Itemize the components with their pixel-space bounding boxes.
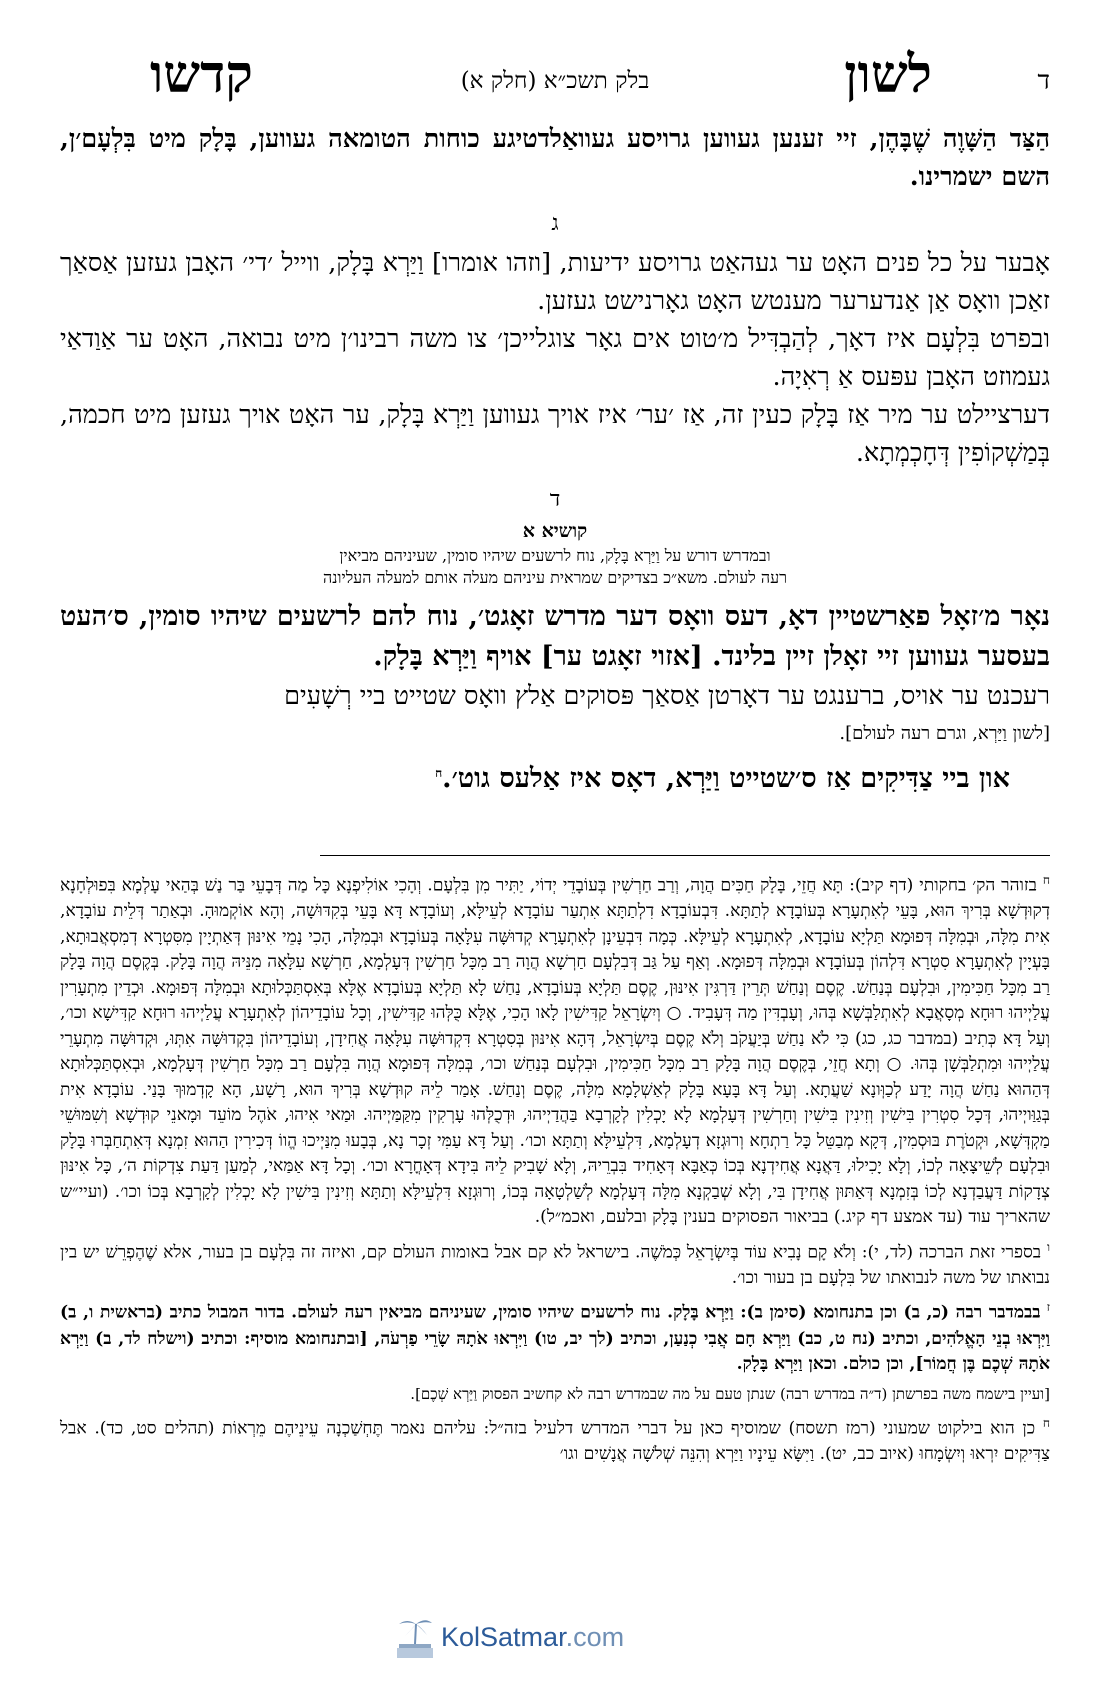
footnote-marker[interactable]: ח — [435, 766, 443, 780]
section-marker: ד — [549, 487, 561, 512]
palm-tree-logo-icon — [395, 1614, 435, 1660]
section-title: קושיא א — [522, 520, 588, 542]
book-title-left: קדשו — [150, 44, 253, 105]
footnotes — [60, 868, 1050, 1472]
paragraph: דערציילט ער מיר אַז בָּלָק כעין זה, אַז ׳ער׳ איז אויך געווען וַיַּרְא בָּלָק, ער האָט אויך געזען מיט חכמה, בְּמַשְׁקוֹפִין דְּחָכְמְתָא. — [60, 400, 1050, 468]
paragraph: ובפרט בִּלְעָם איז דאָך, לְהַבְדִּיל מ׳טוט אים גאָר צוגלייכן׳ צו משה רבינו׳ן מיט נבואה, האָט ער אַוַדאַי געמוזט האָבן עפּעס אַ רְאִיָה. — [60, 324, 1050, 392]
page-header — [60, 44, 1050, 114]
footnote: $^ז$ בבמדבר רבה (כ, ב) וכן בתנחומא (סימן ב): וַיַּרְא בָּלָק. נוח לרשעים שיהיו סומין, שעיניהם מביאין רעה לעולם. בדור המבול כתיב (בראשית ו, ב) וַיִּרְאוּ בְנֵי הָאֱלֹהִים, וכתיב (נח ט, כב) וַיַּרְא חָם אֲבִי כְנַעַן, וכתיב (לך יב, טו) וַיִּרְאוּ אֹתָהּ שָׂרֵי פַרְעֹה, [ובתנחומא מוסיף: וכתיב (וישלח לד, ב) וַיַּרְא אֹתָהּ שְׁכֶם בֶּן חֲמוֹר], וכן כולם. וכאן וַיַּרְא בָּלָק. — [60, 1300, 1050, 1375]
paragraph: נאָר מ׳זאָל פאַרשטיין דאָ, דעס וואָס דער מדרש זאָגט׳, נוח להם לרשעים שיהיו סומין, ס׳העט בעסער געווען זיי זאָלן זיין בלינד. [אזוי זאָגט ער] אויף וַיַּרְא בָּלָק. — [60, 601, 1050, 672]
watermark-text: KolSatmar.com — [441, 1621, 625, 1652]
footnote: $^ח$ בזוהר הק׳ בחקותי (דף קיב): תָּא חֲזֵי, בָּלָק חַכִּים הֲוָה, וְרַב חַרְשִׁין בְּעוֹבָדֵי יְדוֹי, יַתִּיר מִן בִּלְעָם. וְהָכִי אוֹלִיפְנָא כָּל מַה דְּבָעֵי בַּר נַשׁ בְּהַאי עָלְמָא בִּפוּלְחָנָא דְקוּדְשָׁא בְּרִיךְ הוּא, בָּעֵי לְאִתְעָרָא בְּעוֹבָדָא לְתַתָּא. דִּבְעוֹבָדָא דִלְתַתָּא אִתְעַר עוֹבָדָא לְעֵילָּא, וְעוֹבָדָא דָּא בָּעֵי בְּקִדּוּשָׁה, וְהָא אוֹקְמוּהָ. וּבְאַתַר דְּלֵית עוֹבָדָא, אִית מִלָּה, וּבְמִלָּה דְּפוּמָא תַּלְיָא עוֹבָדָא, לְאִתְעָרָא לְעֵילָּא. כְּמָה דִּבְעֵינָן לְאִתְעָרָא קְדוּשָּׁה עִלָּאָה בְּעוֹבָדָא וּבְמִלָּה, הָכִי נָמֵי אִינּוּן דְּאַתְיָין מִסִּטְרָא דְמִסְאֲבוּתָא, בָּעְיָין לְאִתְעָרָא סִטְרָא דִּלְהוֹן בְּעוֹבָדָא וּבְמִלָּה דְּפוּמָא. וְאַף עַל גַּב דְּבִלְעָם חַרְשָׁא הֲוָה רַב מִכָּל חַרְשִׁין דְּעָלְמָא, חַרְשָׁא עִלָּאָה מִנֵּיהּ הֲוָה בָּלָק. בְּקֶסֶם הֲוָה בָּלָק רַב מִכָּל חַכִּימִין, וּבִלְעָם בְּנַחַשׁ. קֶסֶם וְנַחַשׁ תְּרֵין דַּרְגִּין אִינּוּן, קֶסֶם תַּלְיָא בְּעוֹבָדָא, נַחַשׁ לָא תַּלְיָא בְּעוֹבָדָא אֶלָּא בְּאִסְתַּכְּלוּתָא וּבְמִלָּה דְּפוּמָא. וּכְדֵין מִתְעָרִין עֲלַיְיהוּ רוּחָא מְסָאֲבָא לְאִתְלַבְּשָׁא בְּהוּ, וְעָבְדִּין מַה דְּעָבִיד. ○ וְיִשְׂרָאֵל קַדִּישִׁין לָאו הָכִי, אֶלָּא כֻּלְּהוּ קַדִּישִׁין, וְכָל עוֹבָדֵיהוֹן לְאִתְעָרָא עֲלַיְיהוּ רוּחָא קַדִּישָׁא וכו׳, וְעַל דָּא כְּתִיב (במדבר כג, כג) כִּי לֹא נַחַשׁ בְּיַעֲקֹב וְלֹא קֶסֶם בְּיִשְׂרָאֵל, דְּהָא אִינּוּן בְּסִטְרָא דִּקְדוּשָּׁה עִלָּאָה אֲחִידָן, וְעוֹבָדֵיהוֹן בִּקְדוּשָּׁה אִתְּוּ, וּקְדוּשָּׁה מִתְעָרֵי עֲלַיְיהוּ וּמִתְלַבְּשָׁן בְּהוּ. ○ וְתָא חֲזֵי, בְּקֶסֶם הֲוָה בָּלָק רַב מִכָּל חַכִּימִין, וּבִלְעָם בְּנַחַשׁ וכו׳, בְּמִלָּה דְּפוּמָא הֲוָה בִּלְעָם רַב מִכָּל חַרְשִׁין דְּעָלְמָא, וּבְאִסְתַּכְּלוּתָא דְּהַהוּא נַחַשׁ הֲוָה יָדַע לְכַוְּונָא שַׁעֲתָא. וְעַל דָּא בָּעָא בָּלָק לְאַשְׁלָמָא מִלָּה, קֶסֶם וְנַחַשׁ. אָמַר לֵיהּ קוּדְשָׁא בְּרִיךְ הוּא, רָשָׁע, הָא קָדְמוּךְ בָּנַי. עוֹבָדָא אִית בְּגַוַּויְיהוּ, דְּכָל סִטְרִין בִּישִׁין וְזִינִין בִּישִׁין וְחַרְשִׁין דְּעָלְמָא לָא יָכְלִין לְקָרְבָא בַּהֲדַיְיהוּ, וּדְכֻלְּהוּ עָרְקִין מִקַּמַּיְיהוּ. וּמַאי אִיהוּ, אֹהֶל מוֹעֵד וּמָאנֵי קוּדְשָׁא וְשִׁמּוּשֵׁי מַקְדְּשָׁא, וּקְטֹרֶת בּוּסְמִין, דְּקָא מְבַטֵּל כָּל רַתְחָא וְרוּגְזָא דְעָלְמָא, דִּלְעֵילָּא וְתַתָּא וכו׳. וְעַל דָּא עַמִּי זְכָר נָא, בְּבָעוּ מִנַּיְיכוּ הֱווֹ דְּכִירִין הַהוּא זִמְנָא דְּאִתְחַבְּרוּ בָּלָק וּבִלְעָם לְשֵׁיצָאָה לְכוֹ, וְלָא יָכִילוּ, דַּאֲנָא אֲחִידְנָא בְּכוֹ כְּאַבָּא דְּאָחִיד בִּבְרֵיהּ, וְלָא שָׁבִיק לֵיהּ בִּידָא דְּאָחֳרָא וכו׳. וְכָל דָּא אַמַּאי, לְמַעַן דַּעַת צִדְקוֹת ה׳, כָּל אִינּוּן צְדָקוֹת דַּעֲבַדְנָא לְכוֹ בְּזִמְנָא דְּאַתּוּן אֲחִידָן בִּי, וְלָא שְׁבַקְנָא מִלָּה דְּעָלְמָא לְשַׁלְטָאָה בְּכוֹ, וְרוּגְזָא דִּלְעֵילָּא וְתַתָּא וְזִינִין בִּישִׁין לָא יָכְלִין לְקָרְבָא בְּכוֹ וכו׳. (ועיי״ש שהאריך עוד (עד אמצע דף קיג.) בביאור הפסוקים בענין בָּלָק ובלעם, ואכמ״ל). — [60, 873, 1050, 1228]
watermark — [395, 1614, 624, 1660]
paragraph: רעכנט ער אויס, ברענגט ער דאָרטן אַסאַך פּסוקים אַלץ וואָס שטייט ביי רְשָׁעִים — [284, 681, 1050, 711]
page-number: ד — [1037, 66, 1050, 96]
paragraph: און ביי צַדִּיקִים אַז ס׳שטייט וַיַּרְא, דאָס איז אַלעס גוט׳.$^ח$ — [435, 763, 1010, 794]
section-summary: ובמדרש דורש על וַיַּרְא בָּלָק, נוח לרשעים שיהיו סומין, שעיניהם מביאין רעה לעולם. משא״כ בצדיקים שמראית עיניהם מעלה אותם למעלה העליונה — [323, 546, 787, 587]
main-text — [60, 120, 1050, 799]
book-title-right: לשון — [844, 44, 932, 105]
paragraph: הַצַּד הַשָּׁוֶה שֶׁבָּהֶן, זיי זענען געווען גרויסע געוואַלדטיגע כוחות הטומאה געווען, בָּלָק מיט בִּלְעָם׳ן, השם ישמרינו. — [60, 124, 1050, 192]
paragraph-note: [לשון וַיַּרְא, וגרם רעה לעולם]. — [839, 723, 1050, 744]
paragraph: אָבער על כל פנים האָט ער געהאַט גרויסע ידיעות, [וזהו אומרו] וַיַּרְא בָּלָק, ווייל ׳די׳ האָבן געזען אַסאַך זאַכן וואָס אַן אַנדערער מענטש האָט גאָרנישט געזען. — [60, 248, 1050, 316]
footnote: [ועיין בישמח משה בפרשתן (ד״ה במדרש רבה) שנתן טעם על מה שבמדרש רבה לא קחשיב הפסוק וַיַּרְא שְׁכֶם]. — [410, 1384, 1050, 1403]
parsha-label: בלק תשכ״א (חלק א) — [460, 68, 650, 94]
footnote-divider — [320, 855, 1050, 856]
footnote: $^ח$ כן הוא בילקוט שמעוני (רמז תשסח) שמוסיף כאן על דברי המדרש דלעיל בזה״ל: עליהם נאמר תֶּחְשַׁכְנָה עֵינֵיהֶם מֵרְאוֹת (תהלים סט, כד). אבל צַדִּיקִים יִרְאוּ וְיִשְׂמָחוּ (איוב כב, יט). וַיִּשָּׂא עֵינָיו וַיַּרְא וְהִנֵּה שְׁלֹשָׁה אֲנָשִׁים וגו׳ — [60, 1416, 1050, 1465]
footnote: $^ו$ בספרי זאת הברכה (לד, י): וְלֹא קָם נָבִיא עוֹד בְּיִשְׂרָאֵל כְּמֹשֶׁה. בישראל לא קם אבל באומות העולם קם, ואיזה זה בִּלְעָם בן בעור, אלא שֶׁהֶפְרֵשׁ יש בין נבואתו של משה לנבואתו של בִּלְעָם בן בעור וכו׳. — [60, 1239, 1051, 1288]
section-marker: ג — [551, 211, 559, 236]
